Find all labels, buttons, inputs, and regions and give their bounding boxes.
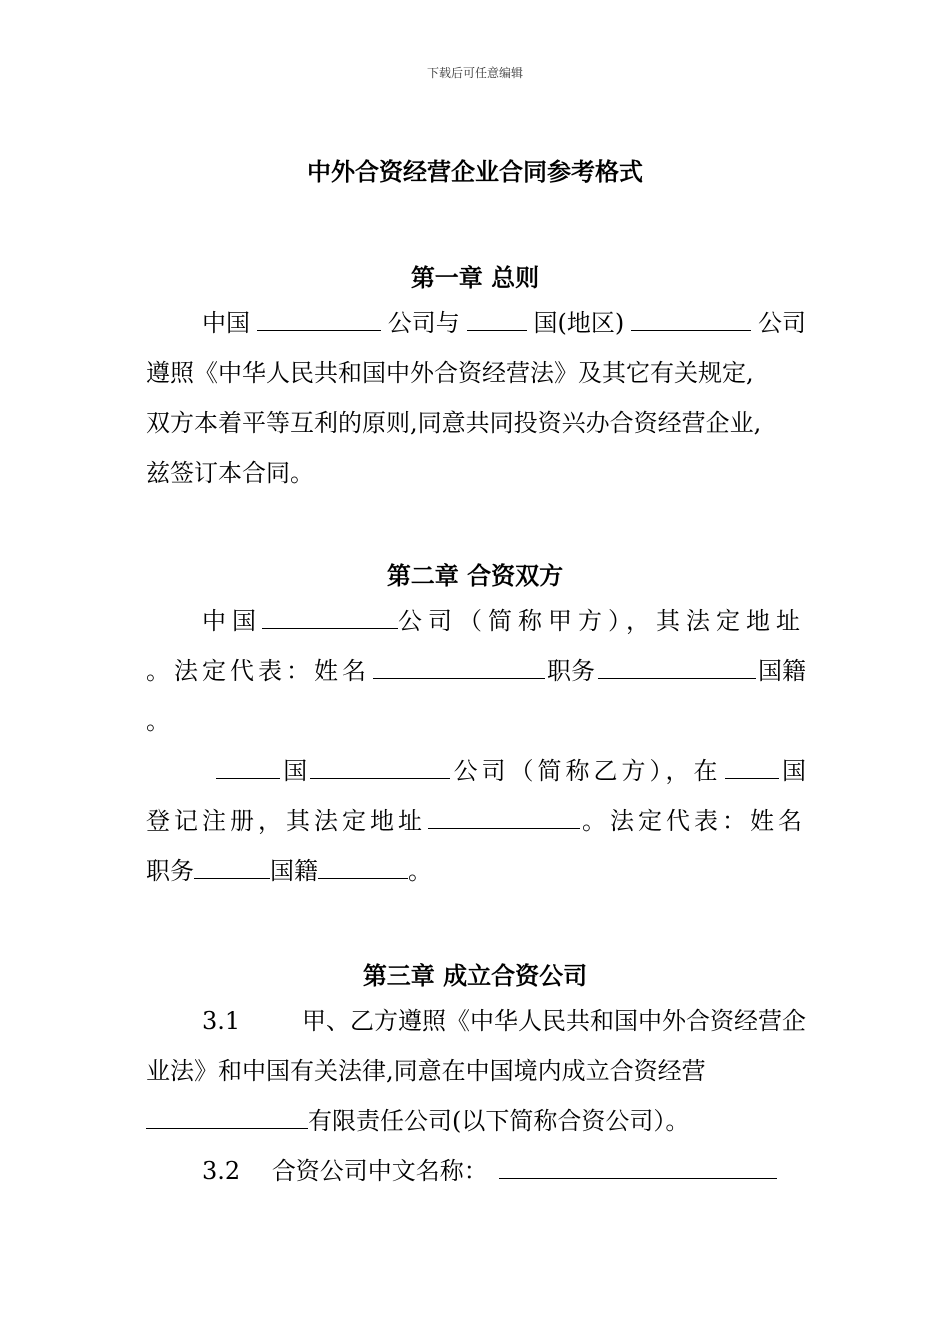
section-3-2-line xyxy=(146,1154,806,1188)
section-3-1-line-3 xyxy=(146,1104,806,1138)
text-legal-rep-name-b: 。法定代表：姓名 xyxy=(582,807,806,835)
blank-company-b[interactable] xyxy=(631,306,751,331)
blank-party-a-company[interactable] xyxy=(262,604,398,629)
text-position: 职务 xyxy=(547,657,595,685)
section-3-2-number: 3.2 xyxy=(202,1157,241,1185)
text-country-region: 国(地区) xyxy=(533,309,625,337)
section-3-1-text: 甲、乙方遵照《中华人民共和国中外合资经营企 xyxy=(302,1007,806,1035)
section-3-1-number: 3.1 xyxy=(202,1007,241,1035)
chapter-2-party-b-line-3 xyxy=(146,854,806,888)
blank-chinese-name[interactable] xyxy=(499,1154,777,1179)
blank-jv-name[interactable] xyxy=(146,1104,308,1129)
chapter-1-line-2: 遵照《中华人民共和国中外合资经营法》及其它有关规定, xyxy=(146,359,754,387)
chapter-1-heading: 第一章 总则 xyxy=(410,264,540,292)
chapter-2-party-b-line-2 xyxy=(146,804,806,838)
chapter-1-line-4: 兹签订本合同。 xyxy=(146,459,314,487)
text-nationality: 国籍 xyxy=(758,657,806,685)
text-legal-rep-name: 。法定代表：姓名 xyxy=(146,657,370,685)
text-china: 中国 xyxy=(202,309,250,337)
text-china: 中国 xyxy=(202,607,262,635)
blank-party-a-name[interactable] xyxy=(373,654,545,679)
text-party-b-at: 公司（简称乙方），在 xyxy=(453,757,722,785)
blank-party-b-address[interactable] xyxy=(428,804,580,829)
chapter-1-line-1 xyxy=(146,306,806,340)
chapter-1-line-3: 双方本着平等互利的原则,同意共同投资兴办合资经营企业, xyxy=(146,409,762,437)
section-3-1-line-1 xyxy=(146,1004,806,1038)
section-3-1-line-2: 业法》和中国有关法律,同意在中国境内成立合资经营 xyxy=(146,1057,706,1085)
text-nationality-b: 国籍 xyxy=(270,857,318,885)
document-title: 中外合资经营企业合同参考格式 xyxy=(307,158,643,186)
blank-company-a[interactable] xyxy=(257,306,381,331)
text-country-2: 国 xyxy=(781,757,806,785)
chapter-2-party-a-line-2 xyxy=(146,654,806,688)
blank-party-b-company[interactable] xyxy=(310,754,450,779)
section-3-1-line-3-text: 有限责任公司(以下简称合资公司）。 xyxy=(308,1107,690,1135)
text-company: 公司 xyxy=(757,309,806,337)
blank-party-b-reg-country[interactable] xyxy=(725,754,779,779)
blank-party-b-nationality[interactable] xyxy=(318,854,408,879)
chapter-2-party-b-line-1 xyxy=(146,754,806,788)
text-party-a-address: 公司（简称甲方），其法定地址 xyxy=(398,607,806,635)
blank-party-b-country[interactable] xyxy=(216,754,280,779)
chapter-2-party-a-line-3: 。 xyxy=(146,707,170,735)
text-period: 。 xyxy=(408,857,432,885)
text-company-with: 公司与 xyxy=(387,309,460,337)
chapter-2-party-a-line-1 xyxy=(146,604,806,638)
chapter-3-heading: 第三章 成立合资公司 xyxy=(362,962,588,990)
page-header-note: 下载后可任意编辑 xyxy=(426,66,523,80)
text-registered-address: 登记注册，其法定地址 xyxy=(146,807,426,835)
blank-country[interactable] xyxy=(467,306,527,331)
blank-party-a-position[interactable] xyxy=(598,654,756,679)
section-3-2-text: 合资公司中文名称： xyxy=(271,1157,488,1185)
chapter-2-heading: 第二章 合资双方 xyxy=(386,562,564,590)
text-country: 国 xyxy=(283,757,308,785)
text-position-b: 职务 xyxy=(146,857,194,885)
blank-party-b-position[interactable] xyxy=(194,854,270,879)
